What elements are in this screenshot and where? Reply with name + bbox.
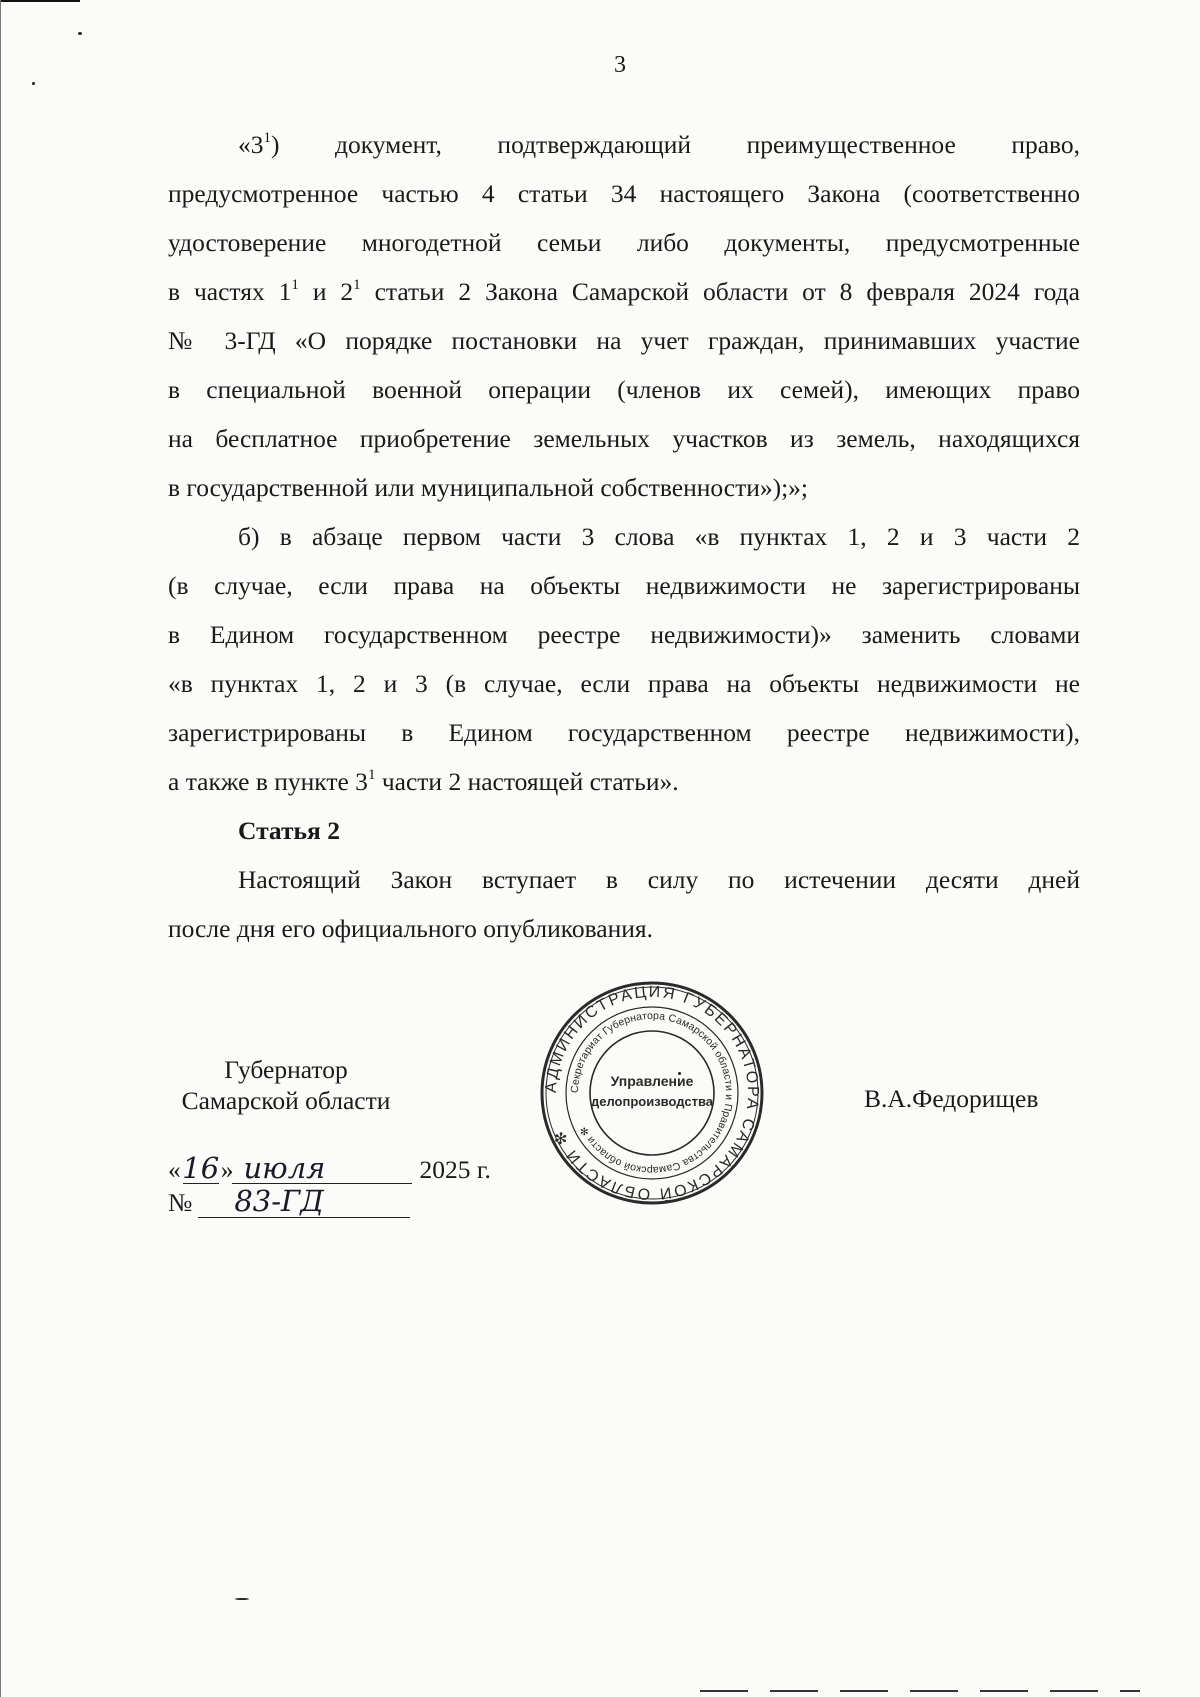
scan-edge-dashes <box>700 1690 1140 1692</box>
signatory-title-line-1: Губернатор <box>224 1055 348 1084</box>
signatory-title <box>168 1054 404 1116</box>
stamp-outer-text: АДМИНИСТРАЦИЯ ГУБЕРНАТОРА САМАРСКОЙ ОБЛАСТИ ✻ <box>542 983 762 1203</box>
date-day-underline <box>183 1183 219 1184</box>
law-number-underline <box>198 1217 410 1218</box>
stamp-center-line-1: Управление <box>610 1073 694 1089</box>
scan-speck <box>32 82 35 85</box>
stamp-seal-graphic <box>537 978 767 1208</box>
signing-date <box>168 1153 491 1185</box>
page-number: 3 <box>614 52 626 78</box>
document-body <box>168 120 1080 953</box>
signatory-name: В.А.Федорищев <box>864 1084 1039 1113</box>
signatory-title-line-2: Самарской области <box>181 1086 391 1115</box>
para1-line-5: № 3-ГД «О порядке постановки на учет граждан, принимавших участие <box>168 326 1080 355</box>
article-2-heading: Статья 2 <box>238 816 340 845</box>
date-year: 2025 г. <box>419 1155 491 1184</box>
scan-speck <box>78 32 82 35</box>
stamp-center-line-2: делопроизводства <box>590 1094 714 1109</box>
law-number-line <box>168 1186 434 1218</box>
para1-line-1: «$3^1$) документ, подтверждающий преимущественное право, <box>238 129 1081 159</box>
official-stamp <box>537 978 767 1208</box>
para2-line-5: зарегистрированы в Едином государственном реестре недвижимости), <box>168 718 1080 747</box>
para1-line-6: в специальной военной операции (членов их семей), имеющих право <box>168 375 1080 404</box>
para1-line-3: удостоверение многодетной семьи либо документы, предусмотренные <box>168 228 1080 257</box>
scan-edge-mark <box>0 0 80 2</box>
para1-line-8: в государственной или муниципальной собственности»);»; <box>168 473 809 502</box>
article2-line-2: после дня его официального опубликования. <box>168 914 653 943</box>
date-month-handwritten: июля <box>243 1151 326 1185</box>
para1-line-2: предусмотренное частью 4 статьи 34 настоящего Закона (соответственно <box>168 179 1080 208</box>
law-number-handwritten: 83-ГД <box>234 1184 324 1218</box>
para1-line-4: в частях $1^1$ и $2^1$ статьи 2 Закона Самарской области от 8 февраля 2024 года <box>168 276 1080 306</box>
para2-line-3: в Едином государственном реестре недвижимости)» заменить словами <box>168 620 1080 649</box>
article2-line-1: Настоящий Закон вступает в силу по истечении десяти дней <box>238 865 1080 894</box>
scan-speck <box>235 1598 249 1600</box>
para2-line-4: «в пунктах 1, 2 и 3 (в случае, если права на объекты недвижимости не <box>168 669 1080 698</box>
date-day-handwritten: 16 <box>182 1151 220 1185</box>
para2-line-1: б) в абзаце первом части 3 слова «в пунктах 1, 2 и 3 части 2 <box>238 522 1080 551</box>
stamp-inner-text: Секретариат Губернатора Самарской области и Правительства Самарской области ✻ <box>568 1009 736 1177</box>
para2-line-6: а также в пункте $3^1$ части 2 настоящей статьи». <box>168 766 679 796</box>
number-sign: № <box>168 1188 193 1217</box>
para2-line-2: (в случае, если права на объекты недвижимости не зарегистрированы <box>168 571 1080 600</box>
para1-line-7: на бесплатное приобретение земельных участков из земель, находящихся <box>168 424 1080 453</box>
scan-edge-line <box>0 0 1 1697</box>
date-open-quote: « <box>168 1155 181 1184</box>
date-close-quote: » <box>220 1155 234 1184</box>
